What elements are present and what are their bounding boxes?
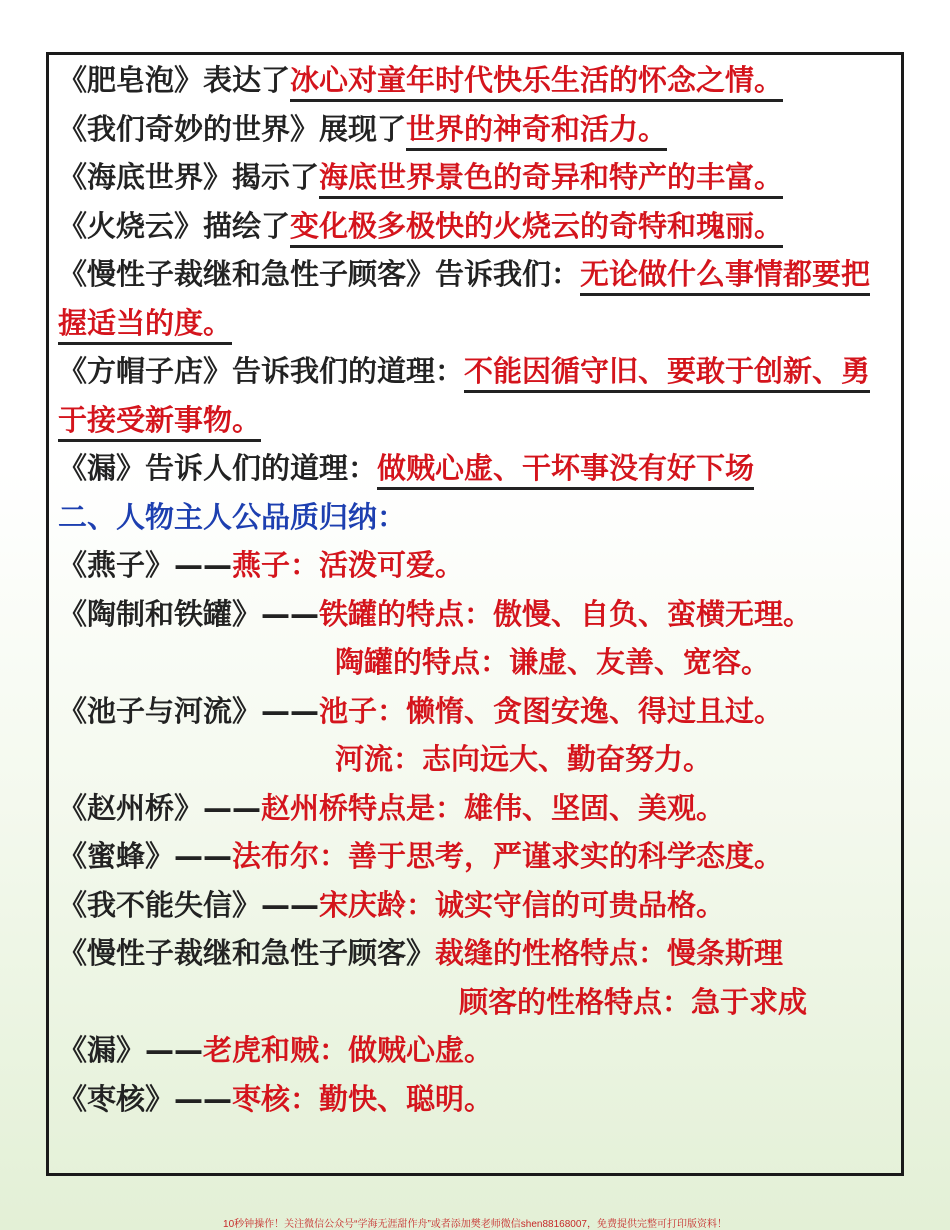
dash: ——	[145, 1033, 204, 1067]
dash: ——	[261, 693, 320, 728]
character-line	[58, 1026, 898, 1075]
character-line-continued	[58, 638, 898, 687]
lesson-title: 《火烧云》	[58, 208, 204, 243]
character-line	[58, 687, 898, 736]
theme-verb: 告诉我们：	[435, 257, 581, 291]
theme-verb: 表达了	[203, 63, 291, 97]
theme-answer: 冰心对童年时代快乐生活的怀念之情。	[290, 63, 783, 102]
character-answer: 裁缝的性格特点：慢条斯理	[435, 936, 784, 970]
character-line-continued	[58, 735, 898, 784]
character-answer: 燕子：活泼可爱。	[232, 548, 465, 582]
character-line	[58, 832, 898, 881]
dash: ——	[261, 887, 320, 922]
character-answer: 老虎和贼：做贼心虚。	[203, 1033, 494, 1067]
lesson-title: 《我不能失信》	[58, 887, 262, 922]
dash: ——	[203, 790, 262, 825]
character-line	[58, 881, 898, 930]
lesson-title: 《燕子》	[58, 548, 175, 582]
dash: ——	[174, 548, 233, 582]
theme-line	[58, 153, 898, 202]
lesson-title: 《池子与河流》	[58, 693, 262, 728]
lesson-title: 《漏》	[58, 451, 146, 485]
lesson-title: 《枣核》	[58, 1081, 175, 1116]
lesson-title: 《我们奇妙的世界》	[58, 111, 320, 146]
theme-verb: 揭示了	[232, 160, 320, 194]
lesson-title: 《陶制和铁罐》	[58, 596, 262, 631]
character-line	[58, 784, 898, 833]
character-line	[58, 590, 898, 639]
theme-answer: 世界的神奇和活力。	[406, 112, 667, 151]
dash: ——	[174, 839, 233, 873]
theme-line	[58, 444, 898, 493]
character-line	[58, 929, 898, 978]
lesson-title: 《赵州桥》	[58, 790, 204, 825]
document-body	[58, 56, 898, 1123]
theme-line	[58, 105, 898, 154]
theme-verb: 描绘了	[203, 208, 291, 243]
theme-line	[58, 347, 898, 444]
lesson-title: 《漏》	[58, 1033, 146, 1067]
theme-verb: 告诉我们的道理：	[232, 354, 465, 388]
theme-line	[58, 56, 898, 105]
character-answer: 河流：志向远大、勤奋努力。	[335, 742, 713, 776]
theme-verb: 告诉人们的道理：	[145, 451, 378, 485]
character-answer: 池子：懒惰、贪图安逸、得过且过。	[319, 693, 784, 728]
character-answer: 陶罐的特点：谦虚、友善、宽容。	[335, 645, 771, 679]
section-heading: 二、人物主人公品质归纳：	[58, 499, 407, 534]
lesson-title: 《慢性子裁继和急性子顾客》	[58, 936, 436, 970]
character-answer: 法布尔：善于思考，严谨求实的科学态度。	[232, 839, 784, 873]
lesson-title: 《海底世界》	[58, 160, 233, 194]
character-line	[58, 541, 898, 590]
theme-line	[58, 202, 898, 251]
theme-answer: 无论做什么事情都要把握适当的度。	[58, 257, 870, 345]
character-answer: 宋庆龄：诚实守信的可贵品格。	[319, 887, 726, 922]
dash: ——	[261, 596, 320, 631]
lesson-title: 《肥皂泡》	[58, 63, 204, 97]
theme-answer: 做贼心虚、干坏事没有好下场	[377, 451, 754, 490]
lesson-title: 《慢性子裁继和急性子顾客》	[58, 257, 436, 291]
character-line	[58, 1075, 898, 1124]
dash: ——	[174, 1081, 233, 1116]
lesson-title: 《方帽子店》	[58, 354, 233, 388]
theme-answer: 变化极多极快的火烧云的奇特和瑰丽。	[290, 209, 783, 248]
theme-answer: 海底世界景色的奇异和特产的丰富。	[319, 160, 783, 199]
theme-line	[58, 250, 898, 347]
theme-answer: 不能因循守旧、要敢于创新、勇于接受新事物。	[58, 354, 870, 442]
theme-verb: 展现了	[319, 111, 407, 146]
lesson-title: 《蜜蜂》	[58, 839, 175, 873]
character-answer: 枣核：勤快、聪明。	[232, 1081, 494, 1116]
character-answer: 赵州桥特点是：雄伟、坚固、美观。	[261, 790, 726, 825]
character-answer: 顾客的性格特点：急于求成	[459, 984, 808, 1019]
character-answer: 铁罐的特点：傲慢、自负、蛮横无理。	[319, 596, 813, 631]
footer-note: 10秒钟操作！关注微信公众号“学海无涯甜作舟”或者添加樊老师微信shen88168007，免费提供完整可打印版资料！	[223, 1219, 727, 1230]
character-line-continued	[58, 978, 898, 1027]
